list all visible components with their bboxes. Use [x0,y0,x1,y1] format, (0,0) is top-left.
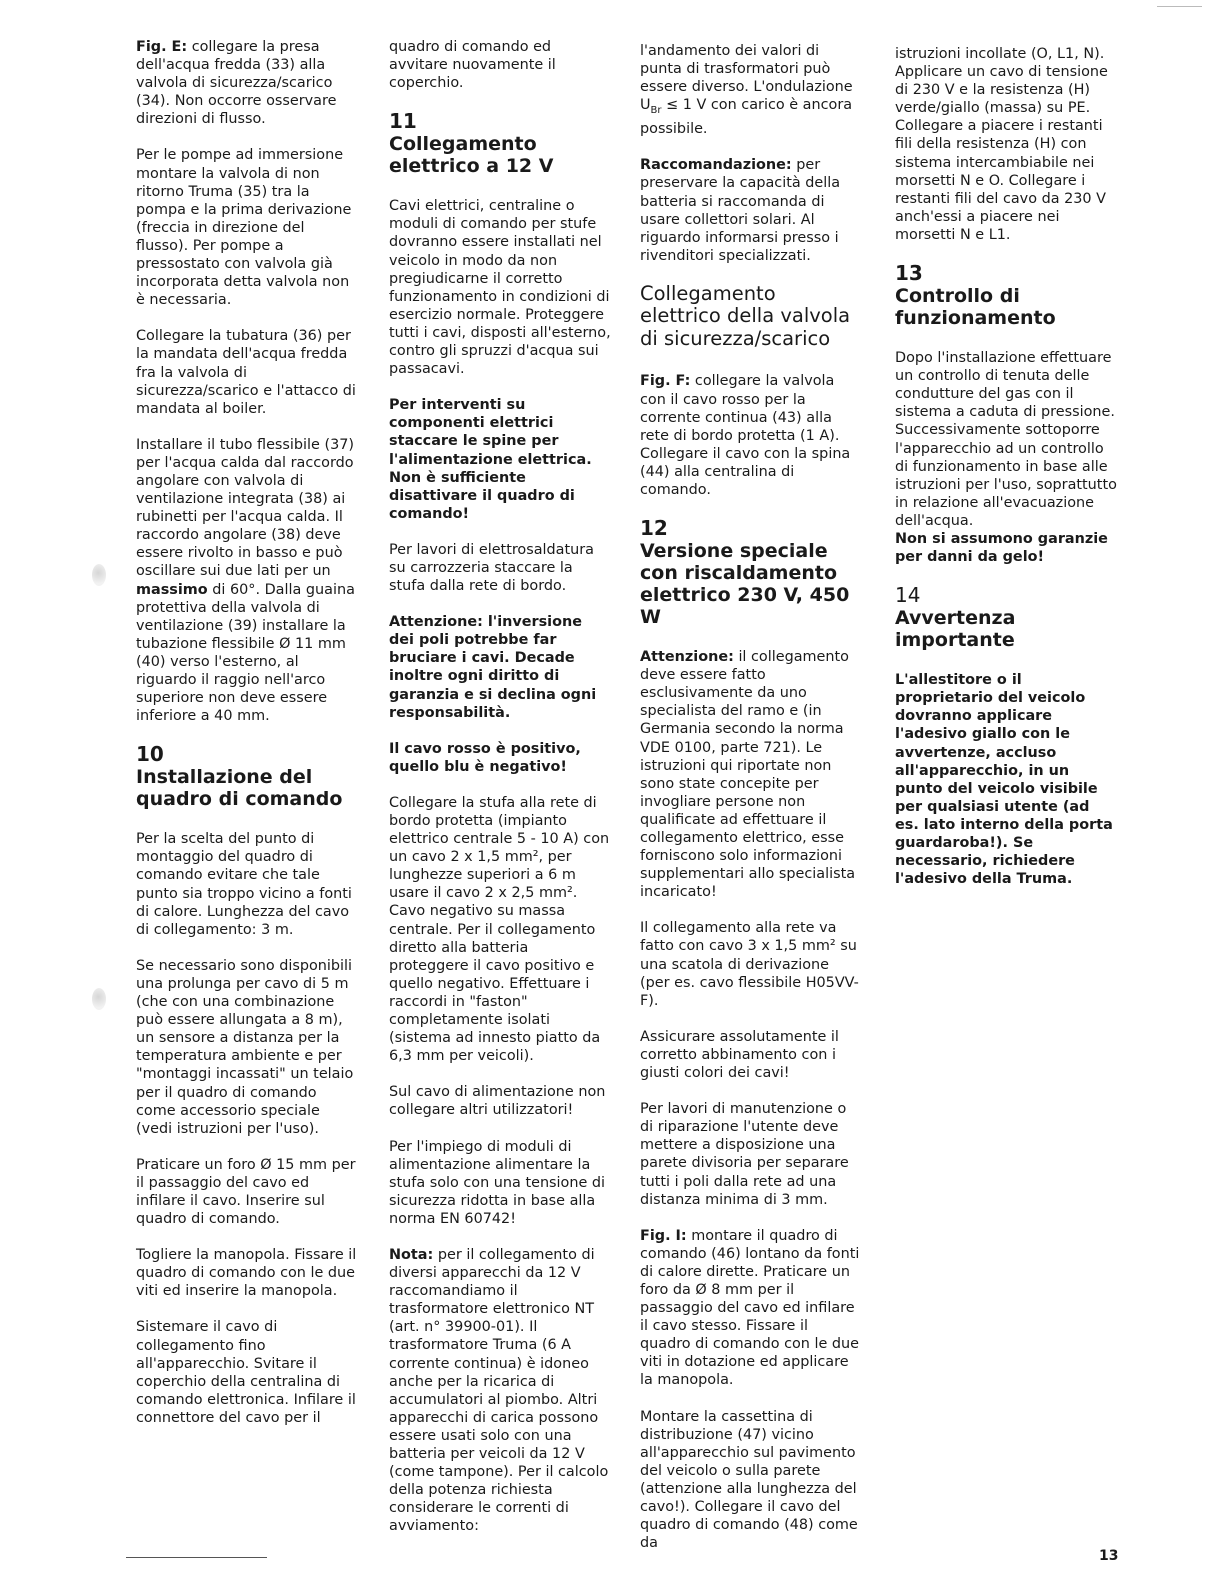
warning-paragraph: Attenzione: l'inversione dei poli potrebbe far bruciare i cavi. Decade inoltre ogni diritto di garanzia e si declina ogni responsabilità. [389,614,597,721]
paragraph-text: montare il quadro di comando (46) lontano da fonti di calore dirette. Praticare un foro da Ø 8 mm per il passaggio del cavo ed infilare il cavo stesso. Fissare il quadro di comando con le due viti in dotazione ed applicare la manopola. [640,1227,860,1389]
fig-label: Fig. I: [640,1227,687,1244]
fig-label: Fig. F: [640,373,691,390]
paragraph [389,1246,611,1536]
paragraph: Sul cavo di alimentazione non collegare altri utilizzatori! [389,1084,606,1119]
section-heading-14 [895,584,1117,651]
section-number: 10 [136,742,164,767]
punch-hole [92,564,106,586]
column-1 [136,38,358,1445]
note-label: Attenzione: [640,649,734,666]
paragraph-text: per preservare la capacità della batteria si raccomanda di usare collettori solari. Al riguardo informarsi presso i rivenditori specializzati. [640,157,841,264]
fig-label: Fig. E: [136,39,188,55]
paragraph-text: Installare il tubo flessibile (37) per l'acqua calda dal raccordo angolare con valvola di ventilazione integrata (38) ai rubinetti per l'acqua calda. Il raccordo angolare (38) deve essere rivolto in basso e può oscillare sui due lati per un [136,436,355,580]
paragraph-text: di 60°. Dalla guaina protettiva della valvola di ventilazione (39) installare la tubazione flessibile Ø 11 mm (40) verso l'esterno, al riguardo il raggio nell'arco superiore non deve essere inferiore a 40 mm. [136,581,355,725]
warning-paragraph: L'allestitore o il proprietario del veicolo dovranno applicare l'adesivo giallo con le avvertenze, accluso all'apparecchio, in un punto del veicolo visibile per qualsiasi utente (ad es. lato interno della porta guardaroba!). Se necessario, richiedere l'adesivo della Truma. [895,672,1113,888]
section-title: Avvertenza importante [895,607,1016,652]
warning-paragraph: Per interventi su componenti elettrici staccare le spine per l'alimentazione elettrica. Non è sufficiente disattivare il quadro di comando! [389,397,592,522]
section-heading-11 [389,110,611,177]
section-number: 14 [895,583,921,608]
section-heading-13 [895,262,1117,329]
paragraph: Assicurare assolutamente il corretto abbinamento con i giusti colori dei cavi! [640,1028,839,1082]
paragraph: Per lavori di manutenzione o di riparazione l'utente deve mettere a disposizione una parete divisoria per separare tutti i poli dalla rete ad una distanza minima di 3 mm. [640,1101,849,1208]
paragraph-text: Dopo l'installazione effettuare un controllo di tenuta delle condutture del gas con il sistema a caduta di pressione. Successivamente sottoporre l'apparecchio ad un controllo di funzionamento in base alle istruzioni per l'uso, soprattutto in relazione all'evacuazione dell'acqua. [895,350,1117,529]
page-number: 13 [1099,1548,1119,1564]
paragraph [640,42,862,138]
paragraph: quadro di comando ed avvitare nuovamente il coperchio. [389,39,556,92]
paragraph-text: collegare la valvola con il cavo rosso per la corrente continua (43) alla rete di bordo protetta (1 A). Collegare il cavo con la spina (44) alla centralina di comando. [640,373,851,498]
bold-text: Non si assumono garanzie per danni da gelo! [895,530,1108,566]
paragraph [640,372,862,499]
paragraph-text: il collegamento deve essere fatto esclusivamente da uno specialista del ramo e (in Germania secondo la norma VDE 0100, parte 721). Le istruzioni qui riportate non sono state concepite per invogliare persone non qualificate ad effettuare il collegamento elettrico, esse forniscono solo informazioni supplementari allo specialista incaricato! [640,649,856,901]
paragraph-text: l'andamento dei valori di punta di trasformatori può essere diverso. L'ondulazione U [640,43,853,114]
paragraph [136,38,358,128]
section-heading-10 [136,743,358,810]
scan-mark [1157,6,1202,7]
paragraph: Per l'impiego di moduli di alimentazione alimentare la stufa solo con una tensione di sicurezza ridotta in base alla norma EN 60742! [389,1138,606,1227]
footer-rule [126,1557,267,1558]
paragraph: Praticare un foro Ø 15 mm per il passaggio del cavo ed infilare il cavo. Inserire sul quadro di comando. [136,1156,356,1228]
paragraph-text: per il collegamento di diversi apparecchi da 12 V raccomandiamo il trasformatore elettronico NT (art. n° 39900-01). Il trasformatore Truma (6 A corrente continua) è idoneo anche per la ricarica di accumulatori al piombo. Altri apparecchi di carica possono essere usati solo con una batteria per veicoli da 12 V (come tampone). Per il calcolo della potenza richiesta considerare le correnti di avviamento: [389,1246,609,1535]
paragraph: Collegare la stufa alla rete di bordo protetta (impianto elettrico centrale 5 - 10 A) con un cavo 2 x 1,5 mm², per lunghezze superiori a 6 m usare il cavo 2 x 2,5 mm². Cavo negativo su massa centrale. Per il collegamento diretto alla batteria proteggere il cavo positivo e quello negativo. Effettuare i raccordi in "faston" completamente isolati (sistema ad innesto piatto da 6,3 mm per veicoli). [389,794,610,1065]
paragraph [895,349,1117,566]
paragraph: Per la scelta del punto di montaggio del quadro di comando evitare che tale punto sia troppo vicino a fonti di calore. Lunghezza del cavo di collegamento: 3 m. [136,831,352,938]
paragraph: Per le pompe ad immersione montare la valvola di non ritorno Truma (35) tra la pompa e la prima derivazione (freccia in direzione del flusso). Per pompe a pressostato con valvola già incorporata detta valvola non è necessaria. [136,147,352,309]
note-label: Nota: [389,1246,434,1263]
punch-hole [92,988,106,1010]
section-title: Controllo di funzionamento [895,285,1056,330]
paragraph: Collegare la tubatura (36) per la mandata dell'acqua fredda fra la valvola di sicurezza/scarico e l'attacco di mandata al boiler. [136,328,356,417]
column-4 [895,45,1117,906]
paragraph: Montare la cassettina di distribuzione (47) vicino all'apparecchio sul pavimento del veicolo o sulla parete (attenzione alla lunghezza del cavo!). Collegare il cavo del quadro di comando (48) come da [640,1408,858,1552]
section-heading-12 [640,517,862,628]
paragraph [640,156,862,265]
note-label: Raccomandazione: [640,157,792,174]
paragraph: Cavi elettrici, centraline o moduli di comando per stufe dovranno essere installati nel veicolo in modo da non pregiudicarne il corretto funzionamento in condizioni di esercizio normale. Proteggere tutti i cavi, disposti all'esterno, contro gli spruzzi d'acqua sui passacavi. [389,198,611,378]
paragraph: Togliere la manopola. Fissare il quadro di comando con le due viti ed inserire la manopola. [136,1247,357,1300]
paragraph [640,1227,862,1390]
paragraph [136,436,358,726]
section-title: Installazione del quadro di comando [136,766,343,811]
paragraph [640,648,862,901]
bold-text: massimo [136,581,208,598]
section-title: Collegamento elettrico a 12 V [389,133,554,178]
section-title: Versione speciale con riscaldamento elettrico 230 V, 450 W [640,540,850,629]
paragraph-text: ≤ 1 V con carico è ancora possibile. [640,97,853,138]
section-number: 11 [389,109,417,134]
warning-paragraph: Il cavo rosso è positivo, quello blu è negativo! [389,740,581,775]
section-number: 12 [640,516,668,541]
paragraph: Il collegamento alla rete va fatto con cavo 3 x 1,5 mm² su una scatola di derivazione (per es. cavo flessibile H05VV-F). [640,920,859,1009]
paragraph: istruzioni incollate (O, L1, N). Applicare un cavo di tensione di 230 V e la resistenza (H) verde/giallo (massa) su PE. Collegare a piacere i restanti fili della resistenza (H) con sistema intercambiabile nei morsetti N e O. Collegare i restanti fili del cavo da 230 V anch'essi a piacere nei morsetti N e L1. [895,46,1108,243]
subsection-heading: Collegamento elettrico della valvola di sicurezza/scarico [640,281,851,350]
paragraph: Sistemare il cavo di collegamento fino all'apparecchio. Svitare il coperchio della centralina di comando elettronica. Infilare il connettore del cavo per il [136,1319,356,1426]
column-2 [389,38,611,1553]
subscript: Br [650,105,662,117]
paragraph-text: collegare la presa dell'acqua fredda (33) alla valvola di sicurezza/scarico (34). Non occorre osservare direzioni di flusso. [136,39,337,128]
column-3 [640,42,862,1570]
section-number: 13 [895,261,923,286]
paragraph: Se necessario sono disponibili una prolunga per cavo di 5 m (che con una combinazione può essere allungata a 8 m), un sensore a distanza per la temperatura ambiente e per "montaggi incassati" un telaio per il quadro di comando come accessorio speciale (vedi istruzioni per l'uso). [136,957,354,1137]
paragraph: Per lavori di elettrosaldatura su carrozzeria staccare la stufa dalla rete di bordo. [389,541,595,595]
